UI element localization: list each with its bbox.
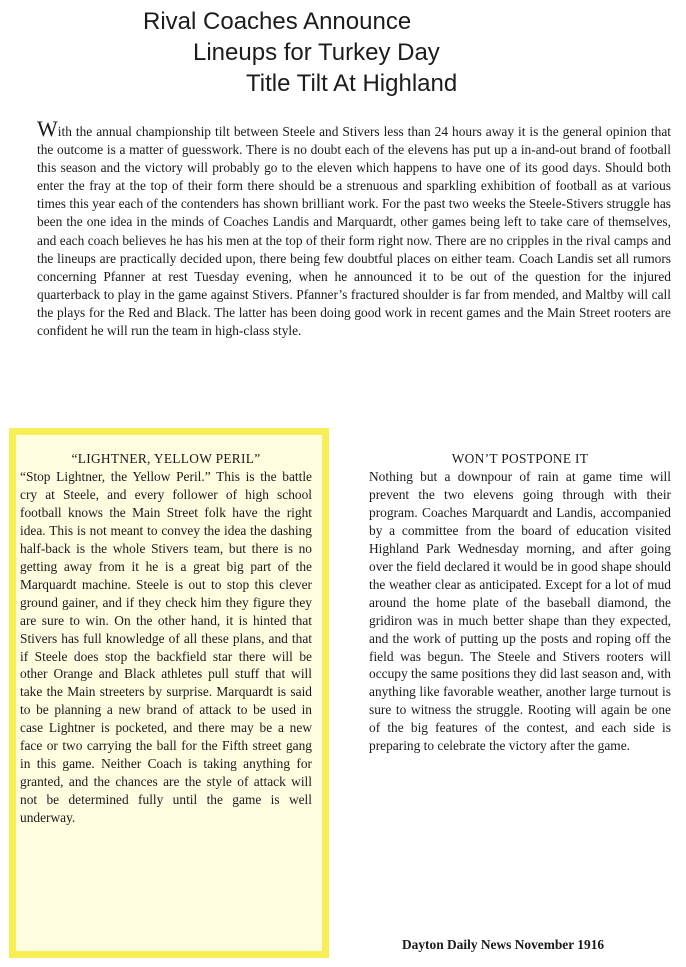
left-column-body: “Stop Lightner, the Yellow Peril.” This is the battle cry at Steele, and every follower of high school football knows the Main Street folk have the right idea. This is not meant to convey the idea the dashing half-back is the whole Stivers team, but there is no getting away from it he is a great big part of the Marquardt machine. Steele is out to stop this clever ground gainer, and if they check him they figure they are sure to win. On the other hand, it is hinted that Stivers has full knowledge of all these plans, and that if Steele does stop the backfield star there will be other Orange and Black athletes pull stuff that will take the Main streeters by surprise. Marquardt is said to be planning a new brand of attack to be used in case Lightner is pocketed, and there may be a new face or two carrying the ball for the Fifth street gang in this game. Neither Coach is taking anything for granted, and the chances are the style of attack will not be determined fully until the game is well underway. [20,469,312,826]
right-column-body: Nothing but a downpour of rain at game time will prevent the two elevens going through with their program. Coaches Marquardt and Landis, accompanied by a committee from the board of education visited Highland Park Wednesday morning, and after going over the field declared it would be in good shape should the weather clear as anticipated. Except for a lot of mud around the home plate of the baseball diamond, the gridiron was in much better shape than they expected, and the work of putting up the posts and roping off the field was begun. The Steele and Stivers rooters will occupy the same positions they did last season and, with anything like favorable weather, another large turnout is sure to witness the struggle. Rooting will again be one of the big features of the contest, and each side is preparing to celebrate the victory after the game. [369,469,671,754]
intro-text: ith the annual championship tilt between Steele and Stivers less than 24 hours away it is the general opinion that the outcome is a matter of guesswork. There is no doubt each of the elevens has put up a in-and-out brand of football this season and the victory will probably go to the eleven which happens to have one of its good days. Should both enter the fray at the top of their form there should be a strenuous and sparkling exhibition of football as at various times this year each of the contenders has shown brilliant work. For the past two weeks the Steele-Stivers struggle has been the one idea in the minds of Coaches Landis and Marquardt, other games being left to take care of themselves, and each coach believes he has his men at the top of their form right now. There are no cripples in the rival camps and the lineups are practically decided upon, there being few doubtful places on either team. Coach Landis set all rumors concerning Pfanner at rest Tuesday evening, when he announced it to be out of the question for the injured quarterback to play in the game against Stivers. Pfanner’s fractured shoulder is far from mended, and Maltby will call the plays for the Red and Black. The latter has been doing good work in recent games and the Main Street rooters are confident he will run the team in high-class style. [37,124,671,339]
source-credit: Dayton Daily News November 1916 [402,937,605,952]
left-column-heading: “LIGHTNER, YELLOW PERIL” [71,451,261,466]
headline-line-3: Title Tilt At Highland [246,70,458,97]
drop-cap: W [37,116,58,141]
headline-line-2: Lineups for Turkey Day [193,39,440,66]
right-column-heading: WON’T POSTPONE IT [451,451,589,466]
intro-paragraph [37,116,671,340]
left-column [20,450,312,827]
headline [0,6,686,99]
right-column [369,450,671,755]
headline-line-1: Rival Coaches Announce [143,8,412,35]
